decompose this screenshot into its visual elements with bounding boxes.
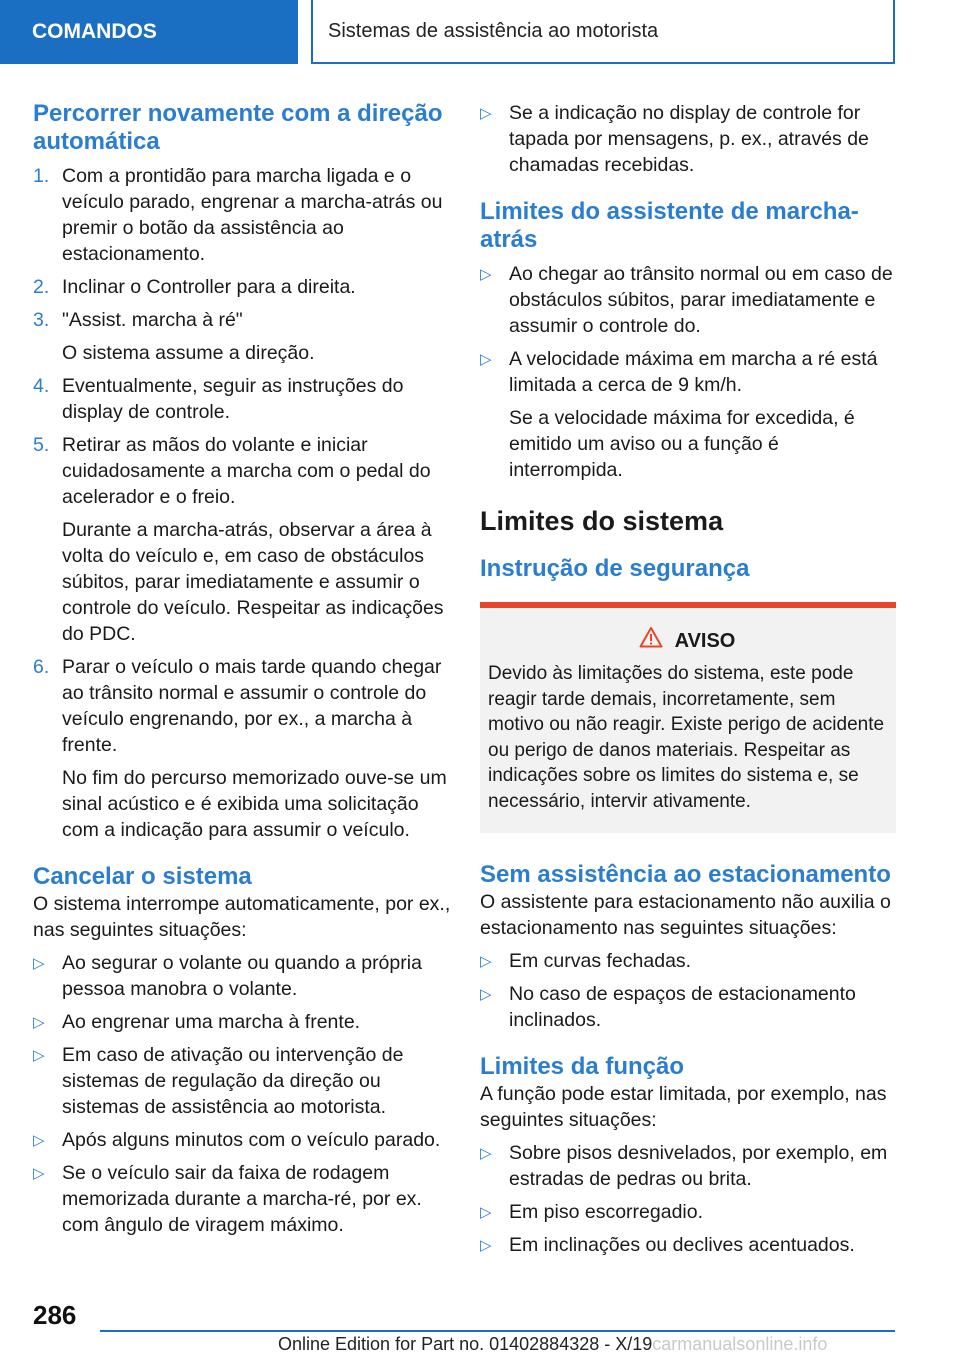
cancel-bullet-list	[33, 950, 451, 1238]
heading-limites-sistema: Limites do sistema	[480, 506, 724, 536]
bullet-text: No caso de espaços de estacionamento inclinados.	[509, 982, 856, 1031]
bullet-item	[33, 1009, 451, 1035]
page-number: 286	[33, 1300, 77, 1330]
step-note: O sistema assume a direção.	[62, 342, 315, 364]
step-text: Inclinar o Controller para a direita.	[62, 276, 356, 298]
triangle-right-icon: ▷	[480, 985, 492, 1003]
triangle-right-icon: ▷	[480, 1144, 492, 1162]
step-note: Durante a marcha-atrás, observar a área à volta do veículo e, em caso de obstáculos súbitos, parar imediatamente e assumir o controle do veículo. Respeitar as indicações do PDC.	[62, 519, 444, 645]
step-number: 4.	[33, 375, 50, 397]
step-text: Retirar as mãos do volante e iniciar cuidadosamente a marcha com o pedal do acelerador e o freio.	[62, 434, 431, 508]
chapter-title: Sistemas de assistência ao motorista	[311, 0, 895, 64]
triangle-right-icon: ▷	[33, 1014, 45, 1031]
step-item	[33, 274, 451, 300]
step-number: 5.	[33, 434, 50, 456]
section-tab: COMANDOS	[0, 0, 298, 64]
bullet-text: Ao chegar ao trânsito normal ou em caso de obstáculos súbitos, parar imediatamente e assumir o controle do.	[509, 263, 893, 337]
bullet-item	[480, 346, 896, 483]
bullet-text: Sobre pisos desnivelados, por exemplo, em estradas de pedras ou brita.	[509, 1141, 888, 1190]
warning-text: Devido às limitações do sistema, este pode reagir tarde demais, incorretamente, sem motivo ou não reagir. Existe perigo de acidente ou perigo de danos materiais. Respeitar as indicações sobre os limites do sistema e, se necessário, intervir ativamente.	[488, 663, 885, 812]
bullet-item	[33, 950, 451, 1002]
heading-limites-assistente: Limites do assistente de marcha-atrás	[480, 198, 859, 253]
bullet-text: Ao segurar o volante ou quando a própria pessoa manobra o volante.	[62, 952, 422, 1000]
step-number: 6.	[33, 656, 50, 678]
funcao-intro: A função pode estar limitada, por exemplo, nas seguintes situações:	[480, 1082, 887, 1131]
bullet-text: Em inclinações ou declives acentuados.	[509, 1233, 855, 1256]
bullet-text: Em curvas fechadas.	[509, 949, 692, 972]
step-item	[33, 307, 451, 366]
step-item	[33, 373, 451, 425]
funcao-bullet-list	[480, 1140, 896, 1258]
triangle-right-icon: ▷	[480, 952, 492, 970]
step-number: 1.	[33, 165, 50, 187]
triangle-right-icon: ▷	[480, 1203, 492, 1221]
footer-divider	[100, 1330, 895, 1332]
steps-list	[33, 163, 451, 843]
heading-percorrer: Percorrer novamente com a direção automática	[33, 100, 443, 155]
triangle-right-icon: ▷	[33, 955, 45, 972]
bullet-item	[480, 1199, 896, 1225]
limits-bullet-list	[480, 261, 896, 483]
edition-text: Online Edition for Part no. 01402884328 - X/19	[278, 1334, 653, 1354]
bullet-text: Após alguns minutos com o veículo parado.	[62, 1129, 441, 1151]
bullet-text: Se a indicação no display de controle for tapada por mensagens, p. ex., através de chamadas recebidas.	[509, 102, 869, 176]
edition-line	[278, 1334, 827, 1355]
step-text: "Assist. marcha à ré"	[62, 309, 243, 331]
bullet-item	[33, 1160, 451, 1238]
bullet-item	[33, 1042, 451, 1120]
bullet-item	[480, 261, 896, 339]
step-text: Parar o veículo o mais tarde quando chegar ao trânsito normal e assumir o controle do veículo engrenando, por ex., a marcha à frente.	[62, 656, 442, 756]
right-column	[480, 100, 896, 1258]
step-item	[33, 654, 451, 843]
bullet-text: Se o veículo sair da faixa de rodagem memorizada durante a marcha-ré, por ex. com ângulo de viragem máximo.	[62, 1162, 422, 1236]
left-column	[33, 100, 451, 1238]
triangle-right-icon: ▷	[33, 1165, 45, 1182]
triangle-right-icon: ▷	[480, 266, 492, 283]
bullet-item	[480, 1232, 896, 1258]
heading-limites-funcao: Limites da função	[480, 1052, 685, 1080]
sem-intro: O assistente para estacionamento não auxilia o estacionamento nas seguintes situações:	[480, 890, 891, 939]
bullet-note: Se a velocidade máxima for excedida, é emitido um aviso ou a função é interrompida.	[509, 407, 855, 481]
step-item	[33, 432, 451, 647]
sem-bullet-list	[480, 948, 896, 1033]
warning-header	[488, 626, 886, 655]
bullet-item	[33, 1127, 451, 1153]
bullet-text: Em caso de ativação ou intervenção de sistemas de regulação da direção ou sistemas de assistência ao motorista.	[62, 1044, 404, 1118]
step-item	[33, 163, 451, 267]
bullet-text: A velocidade máxima em marcha a ré está limitada a cerca de 9 km/h.	[509, 348, 878, 396]
step-number: 3.	[33, 309, 50, 331]
bullet-text: Ao engrenar uma marcha à frente.	[62, 1011, 361, 1033]
heading-instrucao: Instrução de segurança	[480, 555, 750, 582]
step-text: Eventualmente, seguir as instruções do display de controle.	[62, 375, 404, 423]
step-note: No fim do percurso memorizado ouve-se um sinal acústico e é exibida uma solicitação com a indicação para assumir o veículo.	[62, 767, 447, 841]
page-footer	[0, 1290, 960, 1362]
step-text: Com a prontidão para marcha ligada e o veículo parado, engrenar a marcha-atrás ou premir o botão da assistência ao estacionamento.	[62, 165, 443, 265]
bullet-item	[480, 100, 896, 178]
warning-box	[480, 602, 896, 833]
warning-title: AVISO	[674, 629, 736, 652]
bullet-item	[480, 948, 896, 974]
triangle-right-icon: ▷	[33, 1132, 45, 1149]
warning-triangle-icon	[639, 626, 663, 655]
top-bullet-list	[480, 100, 896, 178]
bullet-item	[480, 1140, 896, 1192]
bullet-item	[480, 981, 896, 1033]
heading-cancelar: Cancelar o sistema	[33, 863, 252, 890]
triangle-right-icon: ▷	[480, 351, 492, 368]
watermark-text: carmanualsonline.info	[652, 1334, 828, 1354]
triangle-right-icon: ▷	[480, 1236, 492, 1254]
cancel-intro: O sistema interrompe automaticamente, por ex., nas seguintes situações:	[33, 893, 451, 941]
heading-sem-assistencia: Sem assistência ao estacionamento	[480, 860, 891, 888]
page-header	[0, 0, 960, 66]
triangle-right-icon: ▷	[33, 1047, 45, 1064]
triangle-right-icon: ▷	[480, 105, 492, 122]
bullet-text: Em piso escorregadio.	[509, 1200, 704, 1223]
step-number: 2.	[33, 276, 50, 298]
